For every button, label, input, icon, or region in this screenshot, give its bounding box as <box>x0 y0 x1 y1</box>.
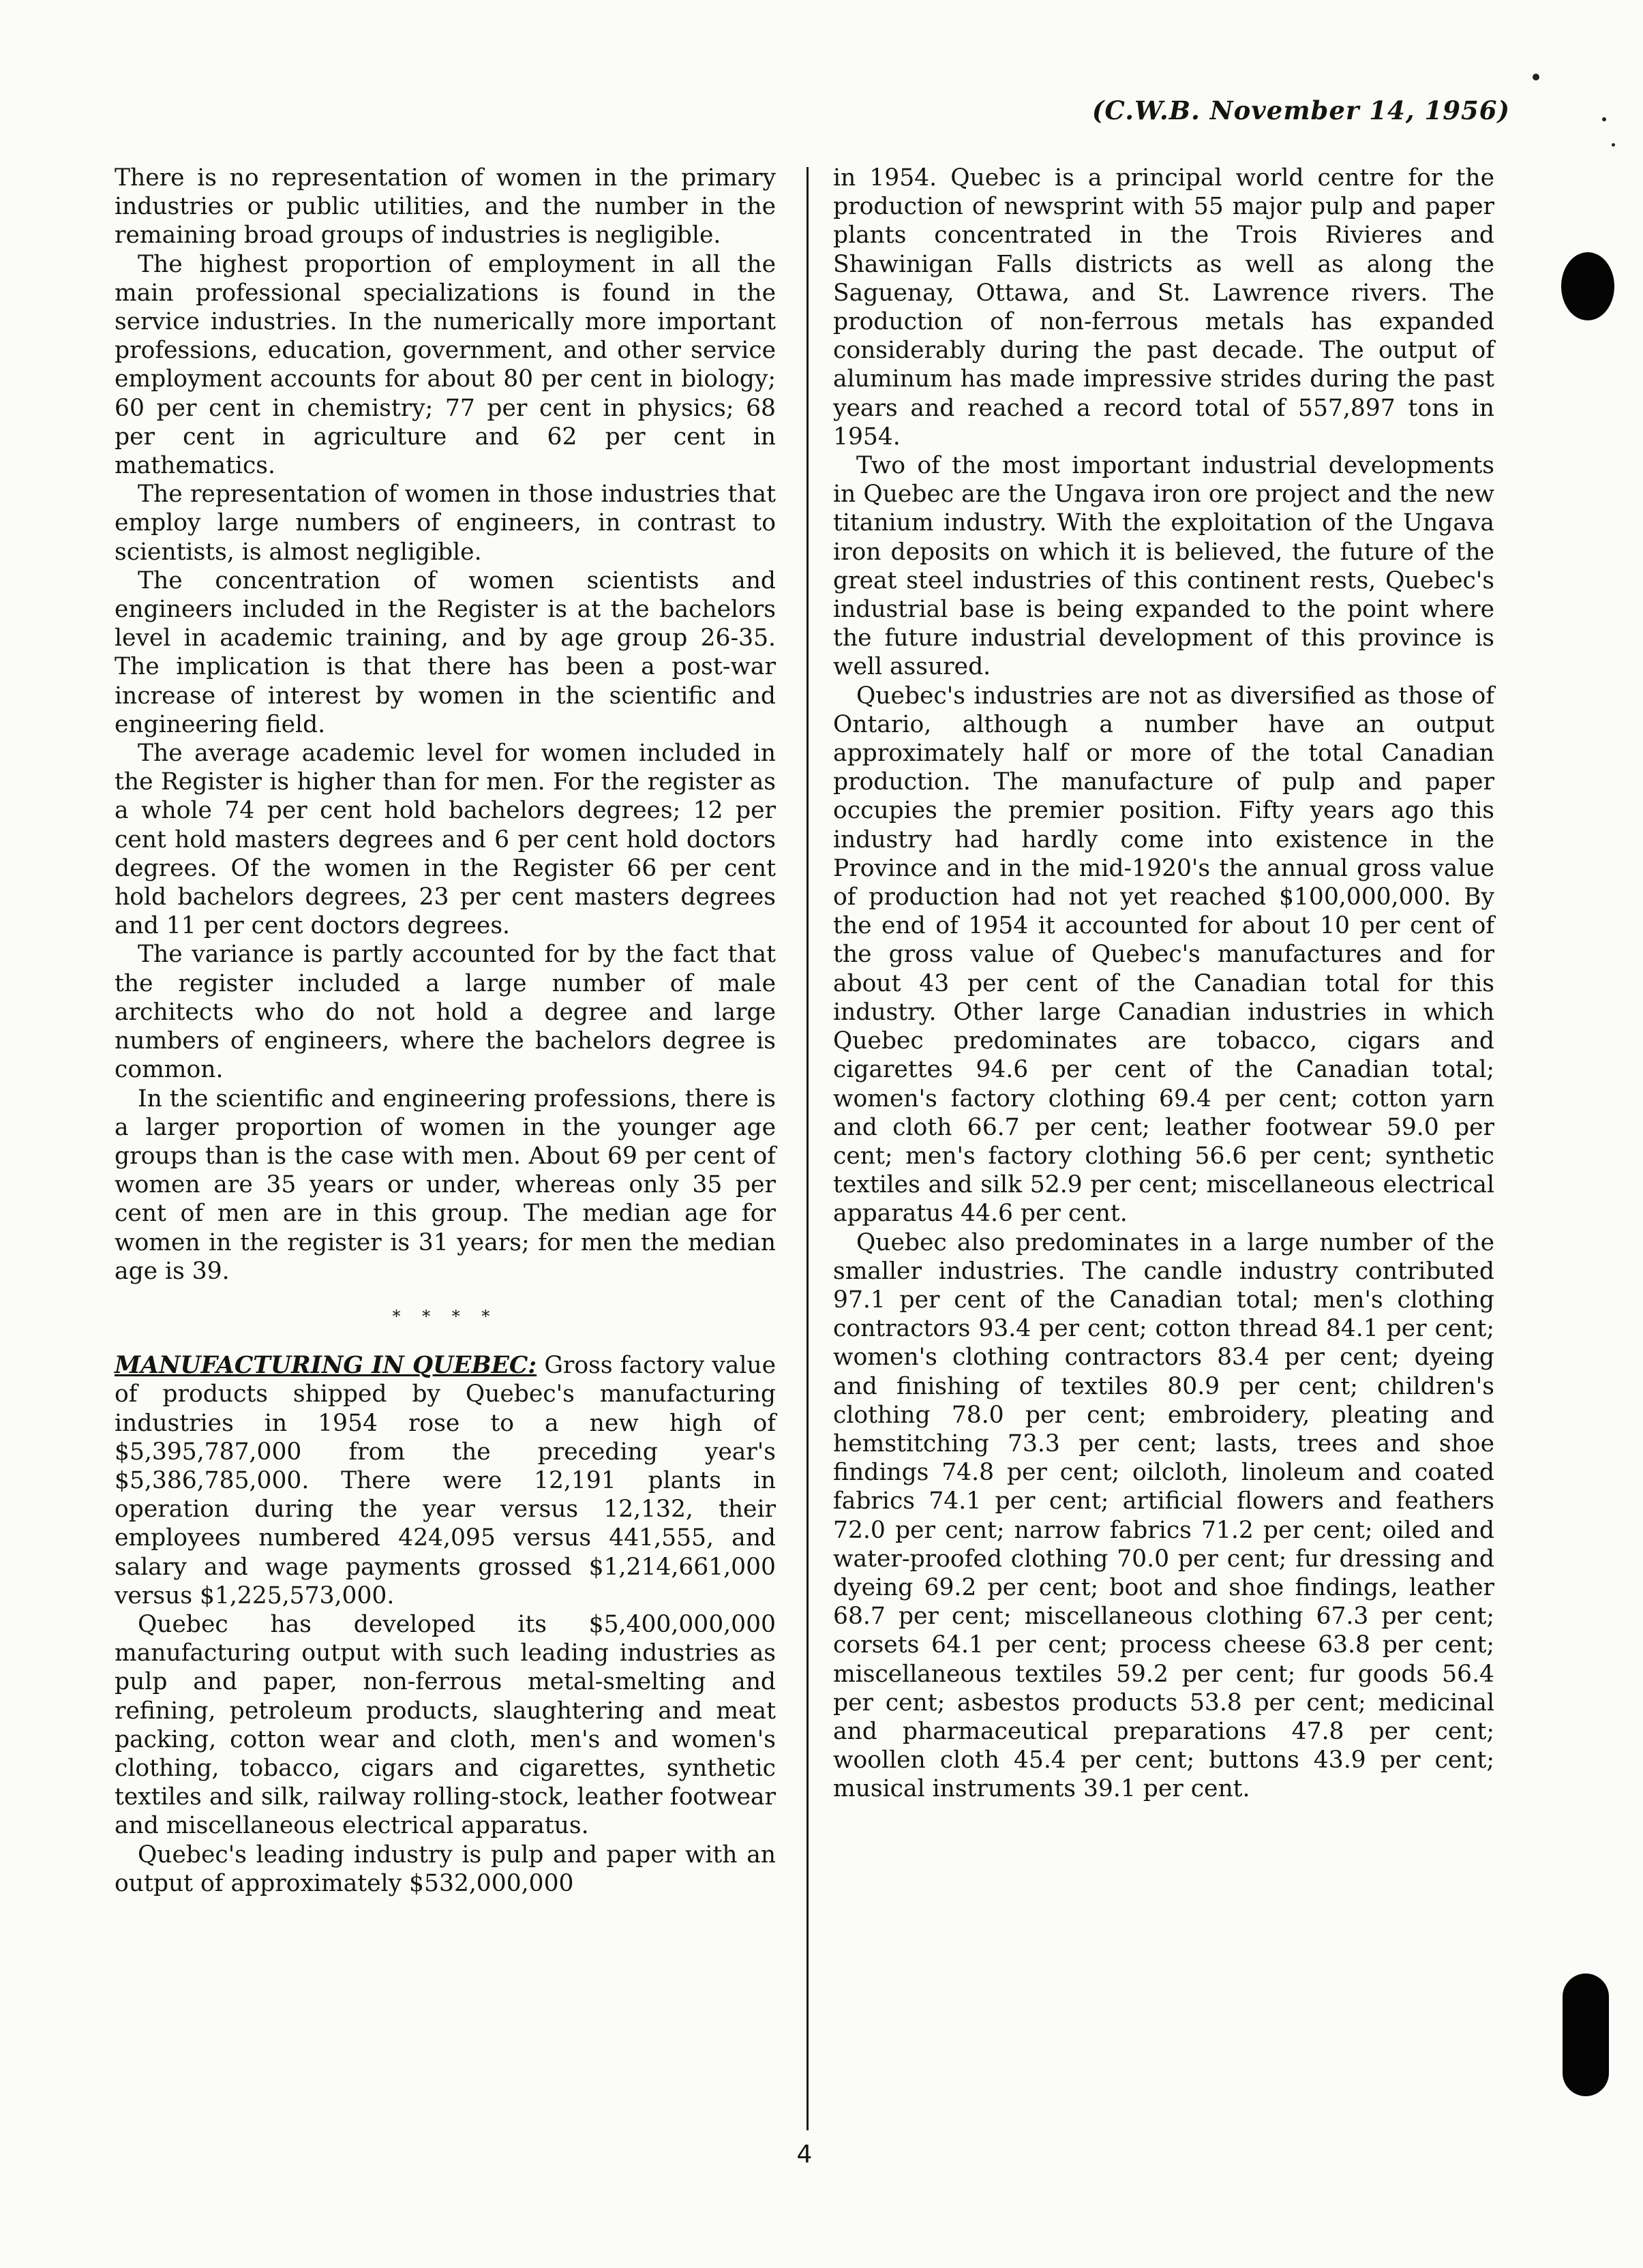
paragraph: in 1954. Quebec is a principal world centre for the production of newsprint with 55 major pulp and paper plants concentrated in the Trois Rivieres and Shawinigan Falls districts as well as along the Saguenay, Ottawa, and St. Lawrence rivers. The production of non-ferrous metals has expanded considerably during the past decade. The output of aluminum has made impressive strides during the past years and reached a record total of 557,897 tons in 1954. <box>833 164 1494 451</box>
paragraph: In the scientific and engineering professions, there is a larger proportion of women in the younger age groups than is the case with men. About 69 per cent of women are 35 years or under, whereas only 35 per cent of men are in this group. The median age for women in the register is 31 years; for men the median age is 39. <box>115 1085 776 1285</box>
column-divider <box>807 167 809 2130</box>
scan-speck <box>1602 117 1606 121</box>
left-column <box>115 164 776 1898</box>
section-lead-text: Gross factory value of products shipped by Quebec's manufacturing industries in 1954 rose to a new high of $5,395,787,000 from the preceding year's $5,386,785,000. There were 12,191 plants in operation during the year versus 12,132, their employees numbered 424,095 versus 441,555, and salary and wage payments grossed $1,214,661,000 versus $1,225,573,000. <box>115 1352 777 1609</box>
paragraph: The highest proportion of employment in all the main professional specializations is found in the service industries. In the numerically more important professions, education, government, and other service employment accounts for about 80 per cent in biology; 60 per cent in chemistry; 77 per cent in physics; 68 per cent in agriculture and 62 per cent in mathematics. <box>115 250 776 480</box>
paragraph: There is no representation of women in the primary industries or public utilities, and the number in the remaining broad groups of industries is negligible. <box>115 164 776 250</box>
section-separator: * * * * <box>392 1306 498 1326</box>
paragraph: Quebec's industries are not as diversified as those of Ontario, although a number have an output approximately half or more of the total Canadian production. The manufacture of pulp and paper occupies the premier position. Fifty years ago this industry had hardly come into existence in the Province and in the mid-1920's the annual gross value of production had not yet reached $100,000,000. By the end of 1954 it accounted for about 10 per cent of the gross value of Quebec's manufactures and for about 43 per cent of the Canadian total for this industry. Other large Canadian industries in which Quebec predominates are tobacco, cigars and cigarettes 94.6 per cent of the Canadian total; women's factory clothing 69.4 per cent; cotton yarn and cloth 66.7 per cent; leather footwear 59.0 per cent; men's factory clothing 56.6 per cent; synthetic textiles and silk 52.9 per cent; miscellaneous electrical apparatus 44.6 per cent. <box>833 682 1494 1228</box>
paragraph: Quebec's leading industry is pulp and paper with an output of approximately $532,000,000 <box>115 1841 776 1897</box>
punch-hole-mark <box>1563 1974 1609 2096</box>
paragraph: Two of the most important industrial developments in Quebec are the Ungava iron ore project and the new titanium industry. With the exploitation of the Ungava iron deposits on which it is believed, the future of the great steel industries of this continent rests, Quebec's industrial base is being expanded to the point where the future industrial development of this province is well assured. <box>833 452 1494 681</box>
scan-speck <box>1612 143 1615 147</box>
paragraph: Quebec has developed its $5,400,000,000 manufacturing output with such leading industries as pulp and paper, non-ferrous metal-smelting and refining, petroleum products, slaughtering and meat packing, cotton wear and cloth, men's and women's clothing, tobacco, cigars and cigarettes, synthetic textiles and silk, railway rolling-stock, leather footwear and miscellaneous electrical apparatus. <box>115 1610 776 1840</box>
punch-hole-mark <box>1561 252 1614 320</box>
scan-speck <box>1533 74 1539 80</box>
paragraph: Quebec also predominates in a large number of the smaller industries. The candle industry contributed 97.1 per cent of the Canadian total; men's clothing contractors 93.4 per cent; cotton thread 84.1 per cent; women's clothing contractors 83.4 per cent; dyeing and finishing of textiles 80.9 per cent; children's clothing 78.0 per cent; embroidery, pleating and hemstitching 73.3 per cent; lasts, trees and shoe findings 74.8 per cent; oilcloth, linoleum and coated fabrics 74.1 per cent; artificial flowers and feathers 72.0 per cent; narrow fabrics 71.2 per cent; oiled and water-proofed clothing 70.0 per cent; fur dressing and dyeing 69.2 per cent; boot and shoe findings, leather 68.7 per cent; miscellaneous clothing 67.3 per cent; corsets 64.1 per cent; process cheese 63.8 per cent; miscellaneous textiles 59.2 per cent; fur goods 56.4 per cent; asbestos products 53.8 per cent; medicinal and pharmaceutical preparations 47.8 per cent; woollen cloth 45.4 per cent; buttons 43.9 per cent; musical instruments 39.1 per cent. <box>833 1228 1494 1803</box>
page-number: 4 <box>796 2141 813 2168</box>
right-column <box>833 164 1494 1804</box>
paragraph: The variance is partly accounted for by the fact that the register included a large number of male architects who do not hold a degree and large numbers of engineers, where the bachelors degree is common. <box>115 941 776 1084</box>
paragraph: The concentration of women scientists and engineers included in the Register is at the bachelors level in academic training, and by age group 26-35. The implication is that there has been a post-war increase of interest by women in the scientific and engineering field. <box>115 566 776 738</box>
section-title: MANUFACTURING IN QUEBEC: <box>115 1352 537 1380</box>
section-paragraph <box>115 1351 776 1610</box>
paragraph: The average academic level for women included in the Register is higher than for men. For the register as a whole 74 per cent hold bachelors degrees; 12 per cent hold masters degrees and 6 per cent hold doctors degrees. Of the women in the Register 66 per cent hold bachelors degrees, 23 per cent masters degrees and 11 per cent doctors degrees. <box>115 740 776 940</box>
paragraph: The representation of women in those industries that employ large numbers of engineers, in contrast to scientists, is almost negligible. <box>115 481 776 566</box>
bulletin-citation-header: (C.W.B. November 14, 1956) <box>1091 95 1510 125</box>
